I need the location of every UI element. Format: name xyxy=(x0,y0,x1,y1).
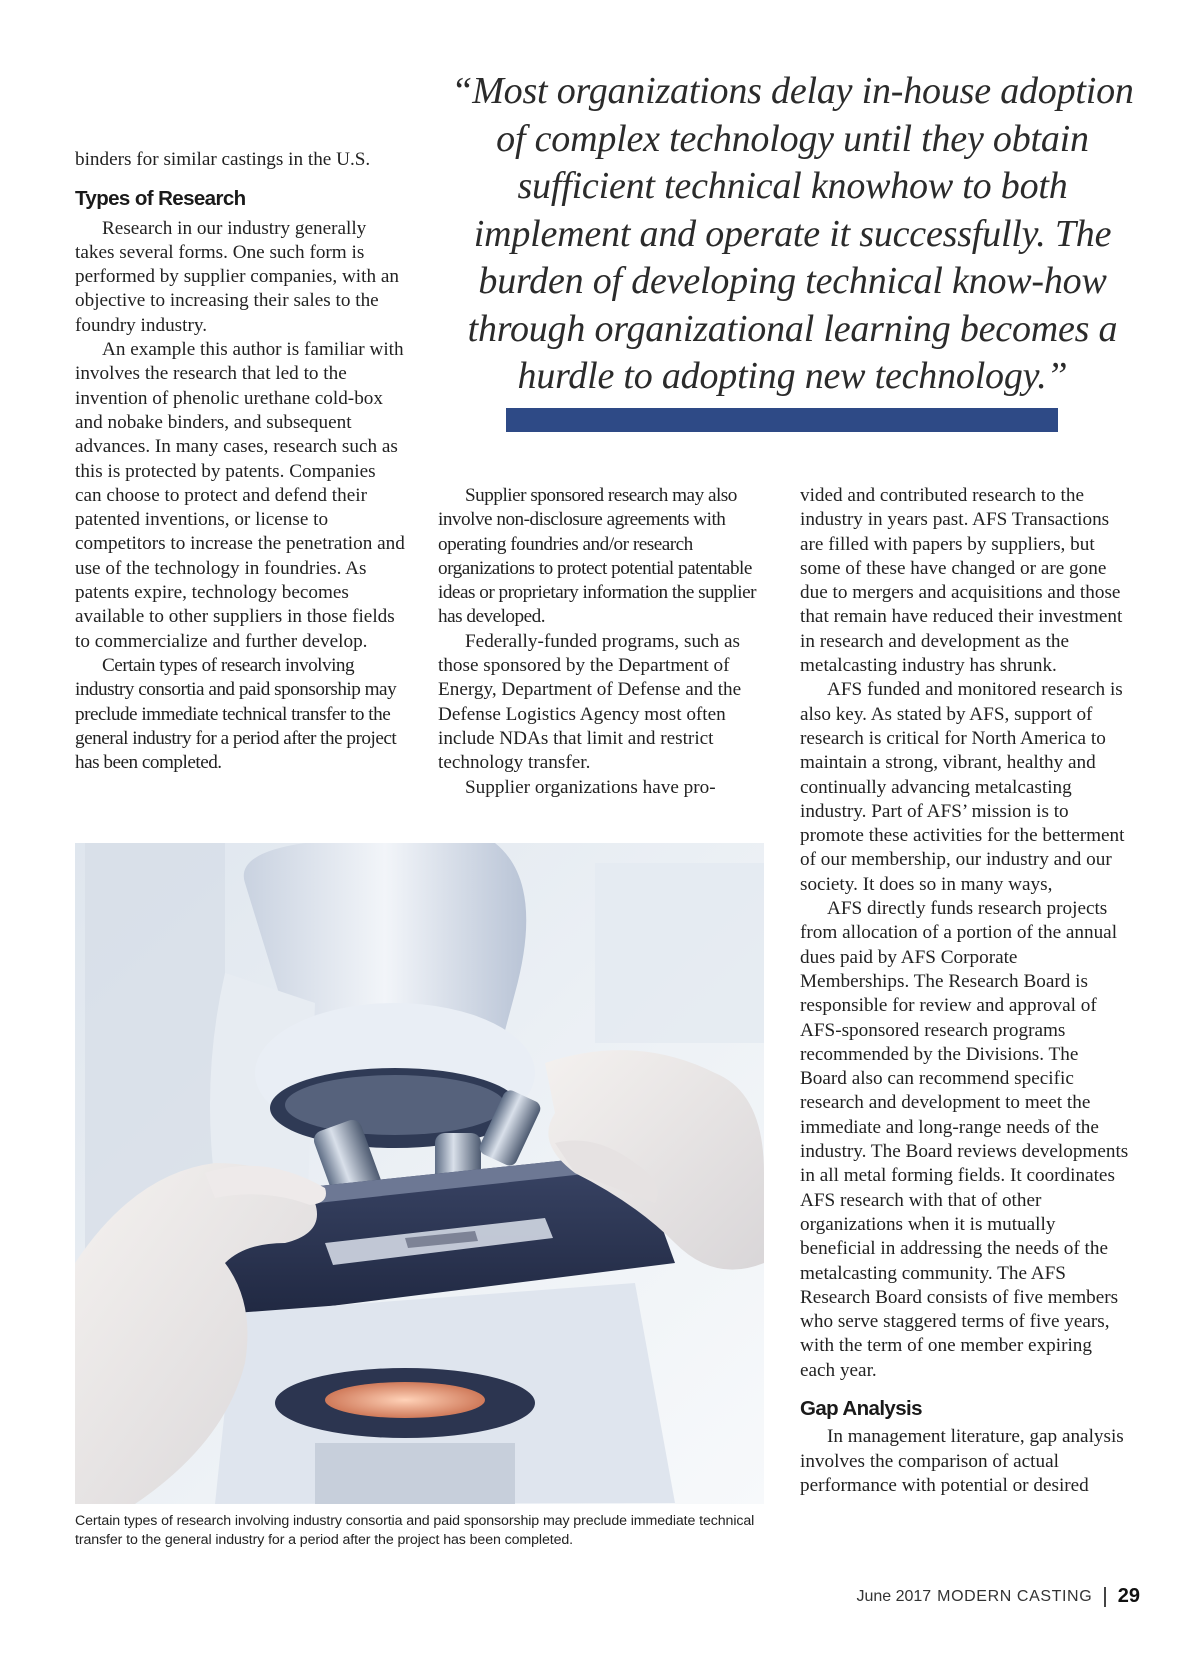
issue-date: June 2017 xyxy=(856,1587,932,1605)
left-paragraph-1: Research in our industry generally takes several forms. One such form is performed by supplier companies, with an objective to increasing their sales to the foundry industry. xyxy=(75,217,399,336)
pull-quote-rule xyxy=(506,408,1058,432)
middle-paragraph-2: Federally-funded programs, such as those sponsored by the Department of Energy, Department of Defense and the Defense Logistics Agency most often include NDAs that limit and restrict technology transfer. xyxy=(438,630,742,774)
right-paragraph-2: AFS funded and monitored research is also key. As stated by AFS, support of research is critical for North America to maintain a strong, vibrant, healthy and continually advancing metalcasting industry. Part of AFS’ mission is to promote these activities for the betterment of our membership, our industry and our society. It does so in many ways, xyxy=(800,679,1125,895)
pull-quote: “Most organizations delay in-house adoption of complex technology until they obtain sufficient technical knowhow to both implement and operate it successfully. The burden of developing technical know-how through organizational learning becomes a hurdle to adopting new technology.” xyxy=(451,70,1134,397)
types-of-research-heading: Types of Research xyxy=(75,187,246,211)
right-closing-paragraph: In management literature, gap analysis involves the comparison of actual performance with potential or desired xyxy=(800,1426,1124,1496)
page-footer xyxy=(856,1585,1140,1608)
left-column xyxy=(75,148,405,775)
left-paragraph-2: An example this author is familiar with involves the research that led to the invention of phenolic urethane cold-box and nobake binders, and subsequent advances. In many cases, research such as this is protected by patents. Companies can choose to protect and defend their patented inventions, or license to competitors to increase the penetration and use of the technology in foundries. As patents expire, technology becomes available to other suppliers in those fields to commercialize and further develop. xyxy=(75,339,405,652)
middle-paragraph-1: Supplier sponsored research may also involve non-disclosure agreements with operating foundries and/or research organizations to protect potential patentable ideas or proprietary information the supplier has developed. xyxy=(438,485,756,628)
right-paragraph-3: AFS directly funds research projects from allocation of a portion of the annual dues paid by AFS Corporate Memberships. The Research Board is responsible for review and approval of AFS-sponsored research programs recommended by the Divisions. The Board also can recommend specific research and development to meet the immediate and long-range needs of the industry. The Board reviews developments in all metal forming fields. It coordinates AFS research with that of other organizations when it is mutually beneficial in addressing the needs of the metalcasting community. The AFS Research Board consists of five members who serve staggered terms of five years, with the term of one member expiring each year. xyxy=(800,898,1129,1381)
magazine-name: MODERN CASTING xyxy=(937,1587,1093,1605)
gap-analysis-heading: Gap Analysis xyxy=(800,1396,922,1420)
footer-divider xyxy=(1104,1587,1106,1607)
right-column xyxy=(800,484,1130,1498)
photo-caption: Certain types of research involving industry consortia and paid sponsorship may preclude immediate technical transfer to the general industry for a period after the project has been completed. xyxy=(75,1513,755,1548)
page-number: 29 xyxy=(1117,1585,1140,1607)
left-paragraph-3: Certain types of research involving industry consortia and paid sponsorship may preclude immediate technical transfer to the general industry for a period after the project has been completed. xyxy=(75,654,397,774)
middle-paragraph-3: Supplier organizations have pro- xyxy=(465,776,716,798)
microscope-photo xyxy=(75,843,764,1504)
right-paragraph-1: vided and contributed research to the industry in years past. AFS Transactions are filled with papers by suppliers, but some of these have changed or are gone due to mergers and acquisitions and those that remain have reduced their investment in research and development as the metalcasting industry has shrunk. xyxy=(800,485,1123,677)
middle-column xyxy=(438,484,763,800)
left-lead-text: binders for similar castings in the U.S. xyxy=(75,149,371,170)
